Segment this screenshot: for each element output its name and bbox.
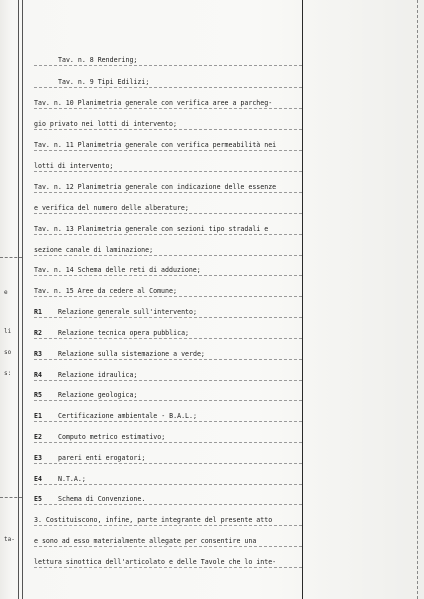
text-line: R3 Relazione sulla sistemazione a verde; [34, 350, 302, 360]
text-line: E4 N.T.A.; [34, 475, 302, 485]
text-line: 3. Costituiscono, infine, parte integrante del presente atto [34, 516, 302, 526]
text-line: E2 Computo metrico estimativo; [34, 433, 302, 443]
text-line: R1 Relazione generale sull'intervento; [34, 308, 302, 318]
text-line: Tav. n. 15 Aree da cedere al Comune; [34, 287, 302, 297]
text-line: R5 Relazione geologica; [34, 391, 302, 401]
text-line: lotti di intervento; [34, 162, 302, 172]
text-line: lettura sinottica dell'articolato e delle Tavole che lo inte- [34, 558, 302, 568]
text-line: gio privato nei lotti di intervento; [34, 120, 302, 130]
margin-note-4: s: [4, 370, 12, 377]
text-line: E3 pareri enti erogatori; [34, 454, 302, 464]
text-line: e sono ad esso materialmente allegate per consentire una [34, 537, 302, 547]
text-line: Tav. n. 11 Planimetria generale con verifica permeabilità nei [34, 141, 302, 151]
text-line: Tav. n. 12 Planimetria generale con indicazione delle essenze [34, 183, 302, 193]
text-line: Tav. n. 9 Tipi Edilizi; [34, 78, 302, 88]
margin-dash [0, 257, 22, 258]
text-line: R4 Relazione idraulica; [34, 371, 302, 381]
binding-edge [417, 0, 418, 599]
text-line: Tav. n. 13 Planimetria generale con sezioni tipo stradali e [34, 225, 302, 235]
text-line: Tav. n. 8 Rendering; [34, 56, 302, 66]
margin-note-1: e [4, 289, 8, 296]
text-line: E1 Certificazione ambientale - B.A.L.; [34, 412, 302, 422]
text-line: E5 Schema di Convenzione. [34, 495, 302, 505]
text-line: sezione canale di laminazione; [34, 246, 302, 256]
text-line: Tav. n. 10 Planimetria generale con verifica aree a parcheg- [34, 99, 302, 109]
text-line: Tav. n. 14 Schema delle reti di adduzione; [34, 266, 302, 276]
margin-rule-left [18, 0, 19, 599]
margin-note-2: li [4, 328, 12, 335]
margin-rule-right [302, 0, 303, 599]
text-line: e verifica del numero delle alberature; [34, 204, 302, 214]
margin-note-3: so [4, 349, 12, 356]
margin-rule-left-inner [22, 0, 23, 599]
text-line: R2 Relazione tecnica opera pubblica; [34, 329, 302, 339]
margin-note-5: ta- [4, 536, 15, 543]
margin-dash [0, 497, 22, 498]
